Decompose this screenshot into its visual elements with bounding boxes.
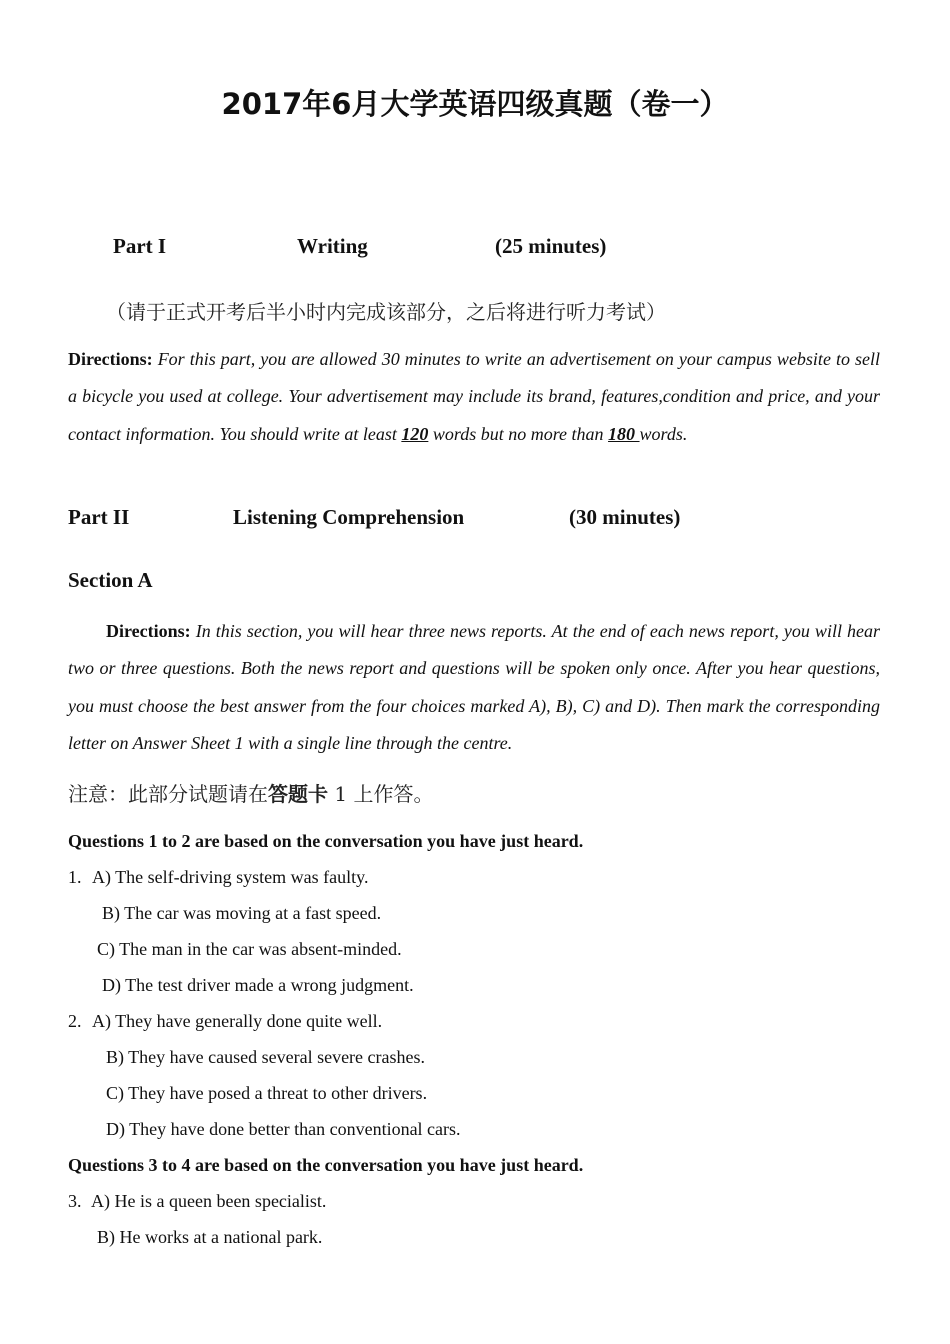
part1-directions bbox=[68, 341, 880, 453]
question-group-header: Questions 1 to 2 are based on the conversation you have just heard. bbox=[68, 831, 584, 851]
part1-label: Part I bbox=[113, 234, 167, 258]
answer-sheet-notice bbox=[68, 778, 433, 807]
directions-text-3: words. bbox=[639, 423, 688, 444]
directions-text: In this section, you will hear three news reports. At the end of each news report, you will hear two or three questions. Both the news report and questions will be spoken only once. After you hear questions, you must choose the best answer from the four choices marked A), B), C) and D). Then mark the corresponding letter on Answer Sheet 1 with a single line through the centre. bbox=[68, 621, 881, 753]
q1-option-d: D) The test driver made a wrong judgment. bbox=[102, 975, 414, 995]
part1-time: (25 minutes) bbox=[495, 234, 607, 258]
question-number: 3. bbox=[68, 1191, 82, 1211]
q3-option-a: A) He is a queen been specialist. bbox=[91, 1191, 327, 1211]
q3-option-b: B) He works at a national park. bbox=[97, 1227, 323, 1247]
part1-note: （请于正式开考后半小时内完成该部分，之后将进行听力考试） bbox=[106, 300, 666, 324]
q1-option-c: C) The man in the car was absent-minded. bbox=[97, 939, 402, 959]
question-group-header: Questions 3 to 4 are based on the conversation you have just heard. bbox=[68, 1155, 584, 1175]
part1-name: Writing bbox=[297, 234, 368, 258]
q2-option-c: C) They have posed a threat to other drivers. bbox=[106, 1083, 428, 1103]
q1-option-a: A) The self-driving system was faulty. bbox=[92, 867, 369, 887]
directions-label: Directions: bbox=[106, 621, 191, 641]
notice-bold: 答题卡 bbox=[268, 782, 328, 806]
q1-option-b: B) The car was moving at a fast speed. bbox=[102, 903, 382, 923]
max-words: 180 bbox=[608, 423, 640, 444]
part2-name: Listening Comprehension bbox=[233, 505, 465, 529]
notice-prefix: 注意：此部分试题请在 bbox=[68, 782, 268, 806]
q2-option-b: B) They have caused several severe crashes. bbox=[106, 1047, 426, 1067]
directions-text-2: words but no more than bbox=[432, 423, 604, 444]
directions-text: For this part, you are allowed 30 minutes to write an advertisement on your campus website to sell a bicycle you used at college. Your advertisement may include its brand, features,condition and price, and your contact information. You should write at least bbox=[68, 349, 880, 444]
question-number: 1. bbox=[68, 867, 82, 887]
part2-time: (30 minutes) bbox=[569, 505, 681, 529]
part2-label: Part II bbox=[68, 505, 130, 529]
question-number: 2. bbox=[68, 1011, 82, 1031]
directions-label: Directions: bbox=[68, 349, 153, 369]
min-words: 120 bbox=[401, 423, 429, 444]
section-a-heading: Section A bbox=[68, 568, 153, 592]
q2-option-d: D) They have done better than conventional cars. bbox=[106, 1119, 461, 1139]
page-title: 2017年6月大学英语四级真题（卷一） bbox=[221, 87, 729, 121]
q2-option-a: A) They have generally done quite well. bbox=[92, 1011, 383, 1031]
notice-suffix: 1 上作答。 bbox=[328, 782, 434, 806]
part2-directions bbox=[68, 613, 880, 762]
